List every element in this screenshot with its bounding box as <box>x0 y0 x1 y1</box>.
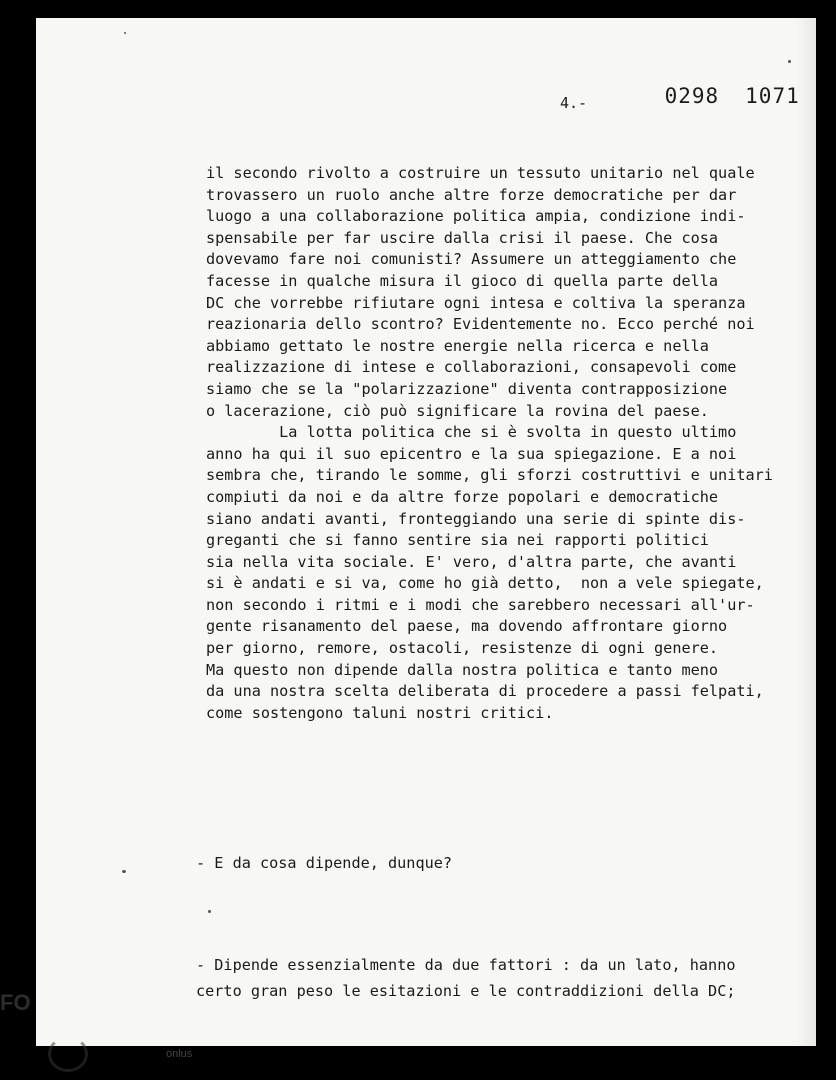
answer-line: certo gran peso le esitazioni e le contraddizioni della DC; <box>196 982 736 1000</box>
body-line: anno ha qui il suo epicentro e la sua spiegazione. E a noi <box>206 444 737 463</box>
body-line: facesse in qualche misura il gioco di quella parte della <box>206 271 719 290</box>
body-line: come sostengono taluni nostri critici. <box>206 703 554 722</box>
document-page <box>36 18 816 1046</box>
interview-answer <box>196 952 735 1004</box>
body-line: abbiamo gettato le nostre energie nella ricerca e nella <box>206 336 709 355</box>
page-number: 4.- <box>560 94 588 112</box>
archive-document-number <box>610 60 800 132</box>
paper-speck <box>124 32 126 34</box>
paper-speck <box>122 870 126 873</box>
watermark-logo-ring <box>48 1036 88 1072</box>
watermark-caption: onlus <box>166 1048 193 1060</box>
body-line: si è andati e si va, come ho già detto, non a vele spiegate, <box>206 574 764 593</box>
body-line: spensabile per far uscire dalla crisi il paese. Che cosa <box>206 228 719 247</box>
interview-question: - E da cosa dipende, dunque? <box>196 854 453 872</box>
body-line: dovevamo fare noi comunisti? Assumere un atteggiamento che <box>206 250 737 269</box>
body-line: o lacerazione, ciò può significare la rovina del paese. <box>206 401 709 420</box>
body-line: luogo a una collaborazione politica ampia, condizione indi- <box>206 207 746 226</box>
body-line: da una nostra scelta deliberata di procedere a passi felpati, <box>206 682 764 701</box>
body-line: per giorno, remore, ostacoli, resistenze di ogni genere. <box>206 639 719 658</box>
body-line: compiuti da noi e da altre forze popolari e democratiche <box>206 487 719 506</box>
body-line: non secondo i ritmi e i modi che sarebbero necessari all'ur- <box>206 595 755 614</box>
doc-number-primary: 0298 <box>664 84 720 108</box>
body-line: trovassero un ruolo anche altre forze democratiche per dar <box>206 185 737 204</box>
watermark-logo-text: FO <box>0 990 31 1015</box>
body-line: il secondo rivolto a costruire un tessuto unitario nel quale <box>206 164 755 182</box>
body-line: greganti che si fanno sentire sia nei rapporti politici <box>206 531 709 550</box>
body-line: realizzazione di intese e collaborazioni, consapevoli come <box>206 358 737 377</box>
body-line: siano andati avanti, fronteggiando una serie di spinte dis- <box>206 509 746 528</box>
paper-speck <box>788 60 791 63</box>
body-line: DC che vorrebbe rifiutare ogni intesa e coltiva la speranza <box>206 293 746 312</box>
paper-speck <box>208 910 211 913</box>
body-line: sembra che, tirando le somme, gli sforzi costruttivi e unitari <box>206 466 773 485</box>
body-line: sia nella vita sociale. E' vero, d'altra parte, che avanti <box>206 552 737 571</box>
body-paragraphs <box>206 163 806 724</box>
body-line: La lotta politica che si è svolta in questo ultimo <box>206 423 737 442</box>
body-line: siamo che se la "polarizzazione" diventa contrapposizione <box>206 379 728 398</box>
answer-line: - Dipende essenzialmente da due fattori : da un lato, hanno <box>196 956 736 974</box>
body-line: Ma questo non dipende dalla nostra politica e tanto meno <box>206 660 719 679</box>
body-line: reazionaria dello scontro? Evidentemente no. Ecco perché noi <box>206 315 755 334</box>
doc-number-secondary: 1071 <box>745 84 800 108</box>
body-line: gente risanamento del paese, ma dovendo affrontare giorno <box>206 617 728 636</box>
